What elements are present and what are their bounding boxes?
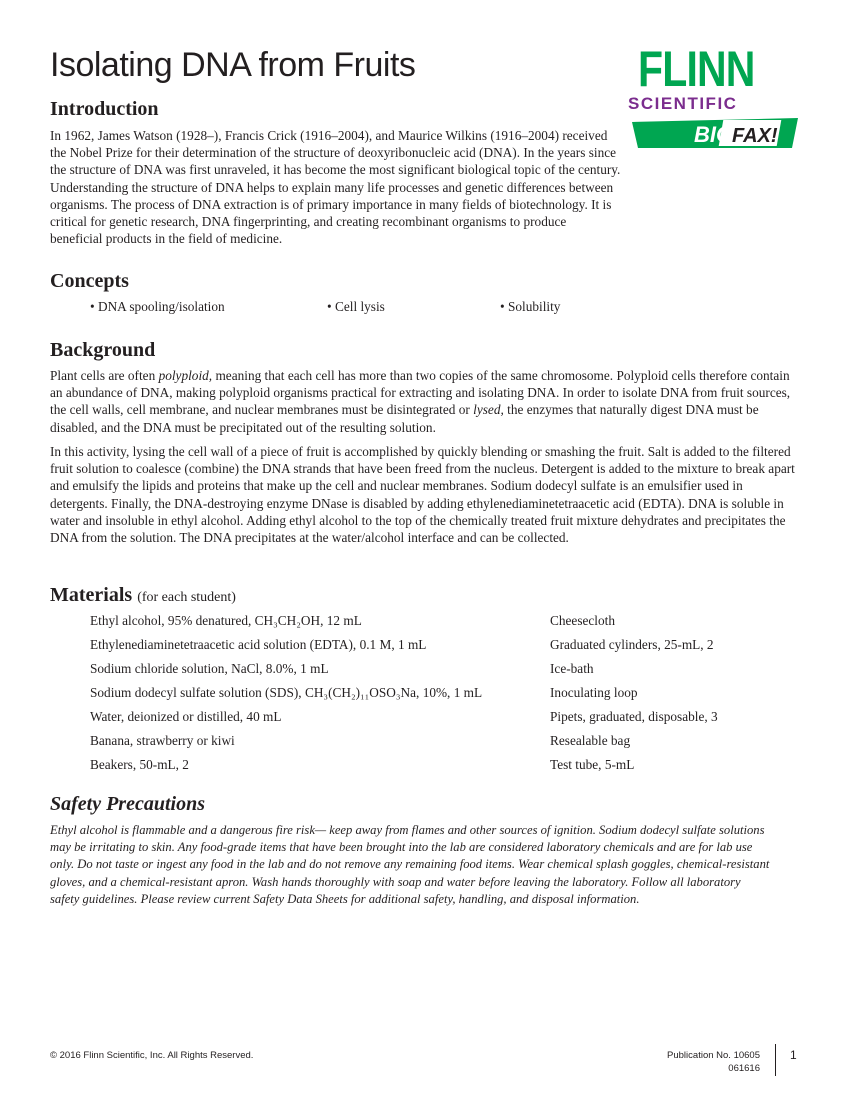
materials-right-list <box>550 612 718 780</box>
material-item: Inoculating loop <box>550 685 638 700</box>
material-item: Pipets, graduated, disposable, 3 <box>550 709 718 724</box>
material-item: Sodium chloride solution, NaCl, 8.0%, 1 mL <box>90 661 329 676</box>
background-text: the enzymes that naturally digest DNA must be disabled, and the DNA must be precipitated out of the resulting solution. <box>50 402 759 435</box>
material-item: Beakers, 50-mL, 2 <box>90 757 189 772</box>
material-item: Ethylenediaminetetraacetic acid solution (EDTA), 0.1 M, 1 mL <box>90 637 427 652</box>
safety-text: Ethyl alcohol is flammable and a dangerous fire risk— keep away from flames and other sources of ignition. Sodium dodecyl sulfate solutions may be irritating to skin. Any food-grade items that have been brought into the lab are considered laboratory chemicals and are for lab use only. Do not taste or ingest any food in the lab and do not remove any remaining food items. Wear chemical splash goggles, chemical-resistant gloves, and a chemical-resistant apron. Wash hands thoroughly with soap and water before leaving the laboratory. Follow all laboratory safety guidelines. Please review current Safety Data Sheets for additional safety, handling, and disposal information. <box>50 823 770 906</box>
term-lysed: lysed, <box>473 402 504 418</box>
background-text: meaning that each cell has more than two copies of the same chromosome. Polyploid cells therefore contain an abundance of DNA, making polyploid organisms practical for extracting and isolating DNA. In order to isolate DNA from fruit sources, the cell walls, cell membrane, and nuclear membranes must be disintegrated or <box>50 368 791 418</box>
material-item: Sodium dodecyl sulfate solution (SDS), CH₃(CH₂)₁₁OSO₃Na, 10%, 1 mL <box>90 685 483 700</box>
logo-scientific-text: SCIENTIFIC <box>628 94 738 113</box>
publication-date-code: 061616 <box>728 1063 760 1074</box>
page-title: Isolating DNA from Fruits <box>50 46 416 84</box>
concept-item: • Cell lysis <box>327 299 385 314</box>
concept-item: • DNA spooling/isolation <box>90 299 225 314</box>
flinn-scientific-logo <box>624 41 800 154</box>
materials-left-list <box>90 612 482 780</box>
concepts-heading: Concepts <box>50 270 129 292</box>
introduction-text <box>50 127 622 247</box>
material-item: Water, deionized or distilled, 40 mL <box>90 709 282 724</box>
publication-info <box>667 1049 760 1075</box>
material-item: Ice-bath <box>550 661 594 676</box>
background-paragraph-1 <box>50 367 798 436</box>
material-item: Test tube, 5-mL <box>550 757 635 772</box>
material-item: Ethyl alcohol, 95% denatured, CH₃CH₂OH, 12 mL <box>90 613 362 628</box>
background-text: Plant cells are often <box>50 368 159 383</box>
material-item: Cheesecloth <box>550 613 615 628</box>
materials-heading-text: Materials <box>50 584 133 606</box>
background-paragraph-2: In this activity, lysing the cell wall of a piece of fruit is accomplished by quickly blending or smashing the fruit. Salt is added to the filtered fruit solution to coalesce (combine) the DNA strands that have been freed from the nucleus. Detergent is added to the mixture to break apart and emulsify the lipids and proteins that make up the cell and nuclear membranes. Sodium dodecyl sulfate is an emulsifier used in detergents. Finally, the DNA-destroying enzyme DNase is disabled by adding ethylenediaminetetraacetic acid (EDTA). DNA is soluble in water and insoluble in ethyl alcohol. Adding ethyl alcohol to the top of the chemically treated fruit mixture dehydrates and precipitates the DNA from the solution. The DNA precipitates at the water/alcohol interface and can be collected. <box>50 444 795 546</box>
logo-fax-text: FAX! <box>732 125 778 147</box>
bio-fax-banner <box>632 116 798 150</box>
footer-divider <box>775 1044 776 1076</box>
materials-subheading: (for each student) <box>137 590 236 605</box>
page-number: 1 <box>790 1048 797 1062</box>
copyright-notice: © 2016 Flinn Scientific, Inc. All Rights Reserved. <box>50 1050 254 1061</box>
materials-heading <box>50 584 236 607</box>
publication-number: Publication No. 10605 <box>667 1050 760 1061</box>
introduction-heading: Introduction <box>50 98 159 120</box>
safety-heading: Safety Precautions <box>50 793 205 815</box>
logo-bio-text: BIO <box>694 122 734 147</box>
term-polyploid: polyploid, <box>158 368 213 383</box>
logo-flinn-text: FLINN <box>638 41 755 97</box>
introduction-text-content: In 1962, James Watson (1928–), Francis Crick (1916–2004), and Maurice Wilkins (1916–2004) received the Nobel Prize for their determination of the structure of deoxyribonucleic acid (DNA). In the years since the structure of DNA was first unraveled, it has become the most significant biological topic of the century. Understanding the structure of DNA helps to explain many life processes and genetic differences between organisms. The process of DNA extraction is of primary importance in many fields of biotechnology. It is critical for genetic research, DNA fingerprinting, and creating recombinant organisms to produce beneficial products in the field of medicine. <box>50 128 621 247</box>
material-item: Banana, strawberry or kiwi <box>90 733 235 748</box>
concept-item: • Solubility <box>500 299 561 314</box>
material-item: Resealable bag <box>550 733 631 748</box>
material-item: Graduated cylinders, 25-mL, 2 <box>550 637 714 652</box>
background-heading: Background <box>50 339 156 361</box>
